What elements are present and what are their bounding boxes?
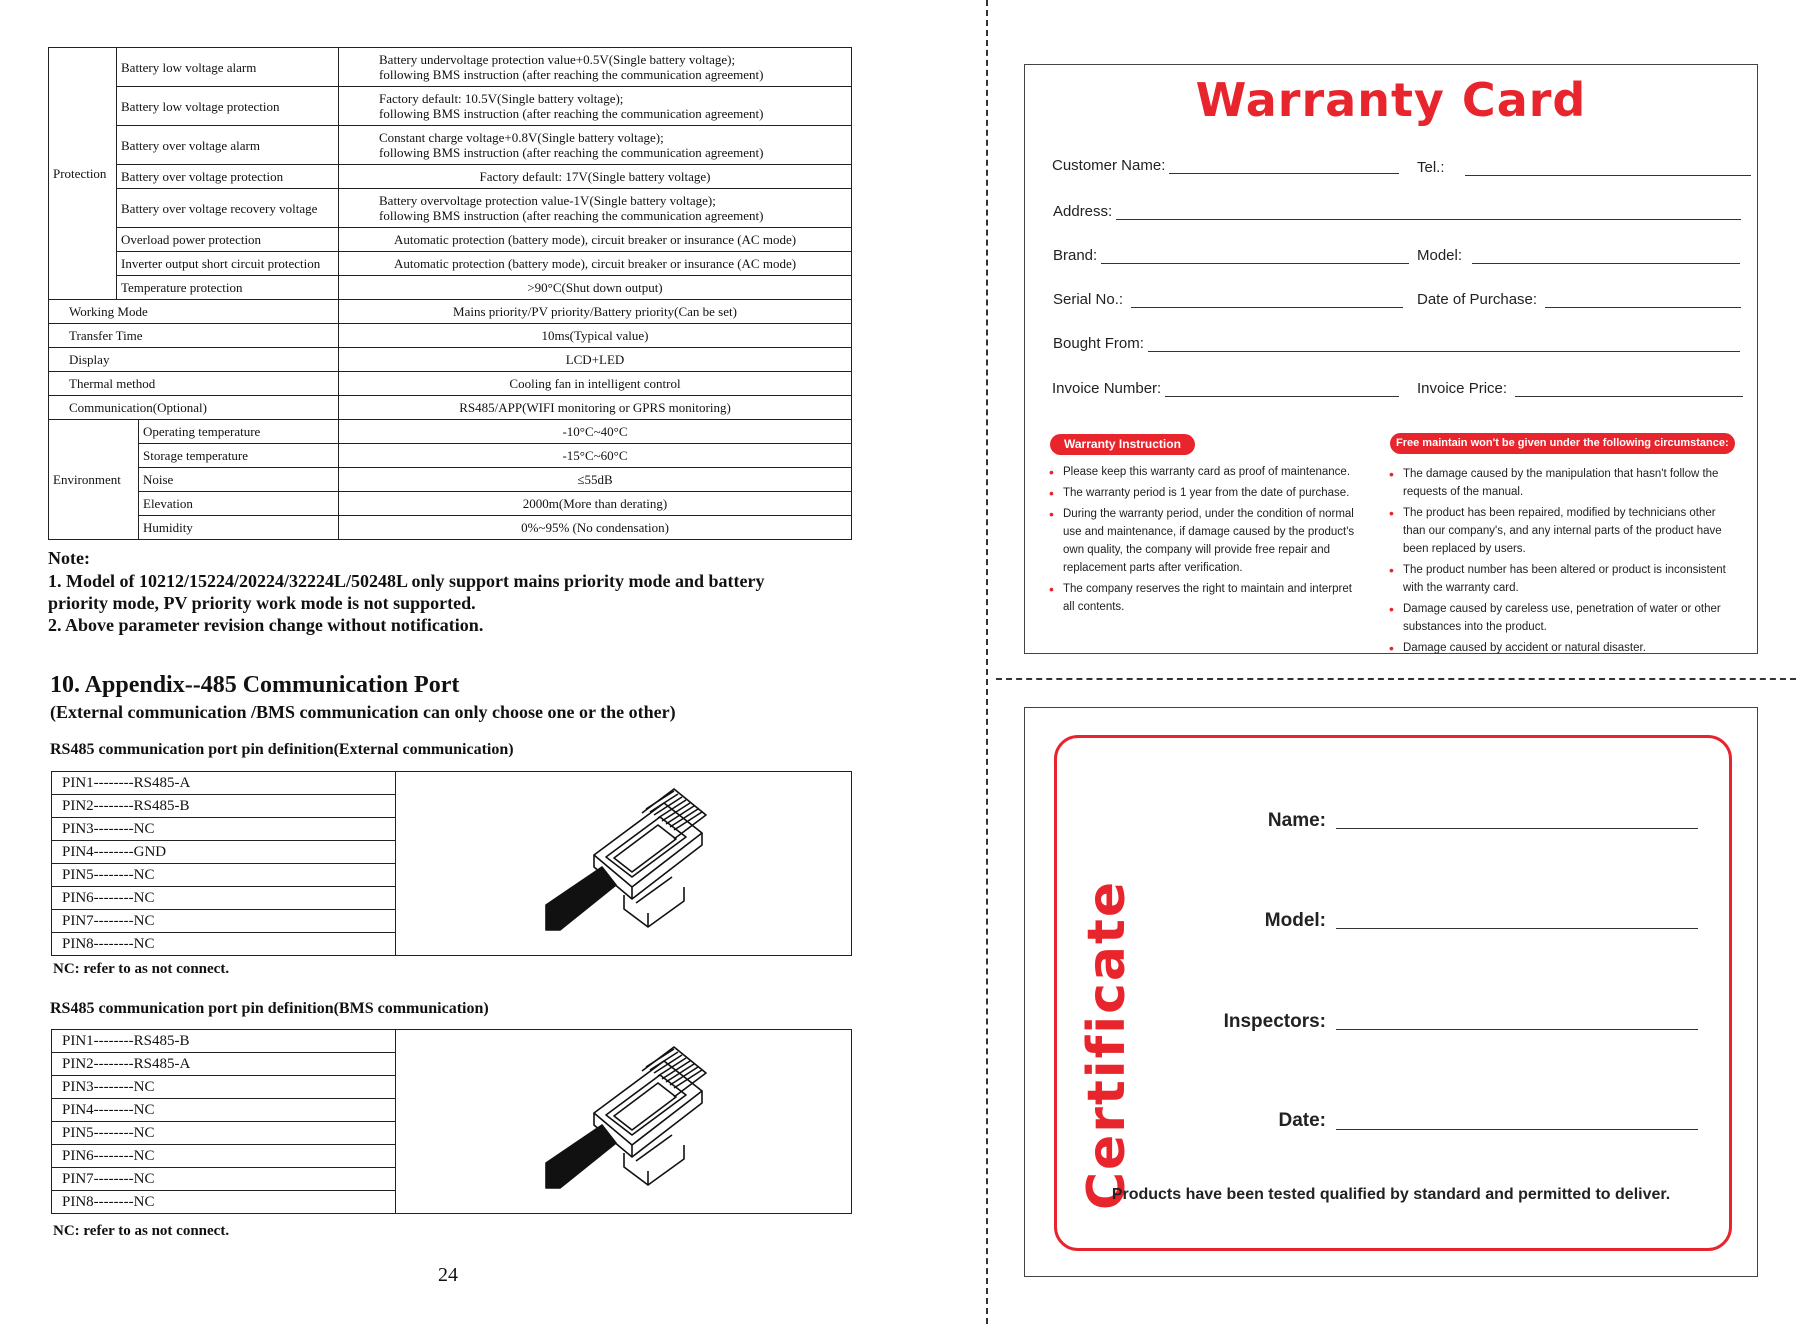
spec-value: Battery overvoltage protection value-1V(Single battery voltage); following BMS instruction (after reaching the communication agreement): [339, 189, 852, 228]
pin-cell: PIN3--------NC: [52, 818, 396, 841]
certificate-frame: [1054, 735, 1732, 1251]
spec-row: [49, 372, 852, 396]
spec-value: Battery undervoltage protection value+0.5V(Single battery voltage); following BMS instruction (after reaching the communication agreement): [339, 48, 852, 87]
list-item: • The product number has been altered or product is inconsistent with the warranty card.: [1389, 561, 1741, 597]
pin-cell: PIN2--------RS485-A: [52, 1053, 396, 1076]
spec-label: Noise: [139, 468, 339, 492]
list-item: • Damage caused by accident or natural disaster.: [1389, 639, 1741, 657]
spec-value: -10°C~40°C: [339, 420, 852, 444]
list-item: • The warranty period is 1 year from the date of purchase.: [1049, 484, 1361, 502]
pin-cell: PIN8--------NC: [52, 933, 396, 956]
spec-label: Display: [49, 348, 339, 372]
spec-row: [49, 444, 852, 468]
external-nc-note: NC: refer to as not connect.: [53, 961, 230, 977]
cert-inspectors-line: [1336, 1029, 1698, 1030]
spec-value: Mains priority/PV priority/Battery priority(Can be set): [339, 300, 852, 324]
pin-cell: PIN6--------NC: [52, 1145, 396, 1168]
spec-row: [49, 165, 852, 189]
address-line: [1116, 203, 1741, 220]
spec-label: Battery over voltage recovery voltage: [117, 189, 339, 228]
page-number: 24: [438, 1264, 458, 1286]
spec-value: RS485/APP(WIFI monitoring or GPRS monitoring): [339, 396, 852, 420]
spec-label: Temperature protection: [117, 276, 339, 300]
spec-label: Battery low voltage protection: [117, 87, 339, 126]
serial-no-label: Serial No.:: [1053, 291, 1124, 308]
spec-row: [49, 468, 852, 492]
certificate-footer: Products have been tested qualified by standard and permitted to deliver.: [1111, 1186, 1671, 1203]
customer-name-field: [1052, 157, 1399, 174]
pin-cell: PIN1--------RS485-B: [52, 1030, 396, 1053]
spec-value: Cooling fan in intelligent control: [339, 372, 852, 396]
spec-label: Operating temperature: [139, 420, 339, 444]
spec-row: [49, 276, 852, 300]
list-item: • The product has been repaired, modified by technicians other than our company's, and any internal parts of the product have been replaced by users.: [1389, 504, 1741, 558]
spec-value: Constant charge voltage+0.8V(Single battery voltage); following BMS instruction (after reaching the communication agreement): [339, 126, 852, 165]
pin-cell: PIN7--------NC: [52, 910, 396, 933]
spec-label: Battery low voltage alarm: [117, 48, 339, 87]
pin-cell: PIN3--------NC: [52, 1076, 396, 1099]
spec-value: Factory default: 10.5V(Single battery voltage); following BMS instruction (after reaching the communication agreement): [339, 87, 852, 126]
pin-cell: PIN7--------NC: [52, 1168, 396, 1191]
model-label: Model:: [1417, 247, 1463, 264]
invoice-number-line: [1165, 380, 1399, 397]
date-of-purchase-field: [1417, 291, 1741, 308]
cut-line-horizontal: [996, 678, 1796, 680]
spec-value: -15°C~60°C: [339, 444, 852, 468]
list-item: • During the warranty period, under the condition of normal use and maintenance, if damage caused by the product's own quality, the company will provide free repair and replacement parts after verification.: [1049, 505, 1361, 577]
spec-row: [49, 348, 852, 372]
spec-value: Automatic protection (battery mode), circuit breaker or insurance (AC mode): [339, 228, 852, 252]
invoice-number-field: [1052, 380, 1399, 397]
pin-cell: PIN6--------NC: [52, 887, 396, 910]
spec-row: [49, 516, 852, 540]
list-item: • Please keep this warranty card as proof of maintenance.: [1049, 463, 1361, 481]
tel-field: [1417, 159, 1751, 176]
exclusions-badge: Free maintain won't be given under the following circumstance:: [1390, 433, 1735, 454]
cert-name-line: [1336, 828, 1698, 829]
pin-cell: PIN8--------NC: [52, 1191, 396, 1214]
invoice-price-line: [1515, 380, 1743, 397]
bms-pin-table: [51, 1029, 852, 1214]
spec-label: Inverter output short circuit protection: [117, 252, 339, 276]
certificate-title: Certificate: [1077, 879, 1137, 1211]
spec-value: 0%~95% (No condensation): [339, 516, 852, 540]
spec-label: Transfer Time: [49, 324, 339, 348]
spec-label: Humidity: [139, 516, 339, 540]
spec-label: Communication(Optional): [49, 396, 339, 420]
spec-row: [49, 300, 852, 324]
serial-no-field: [1053, 291, 1403, 308]
cert-date-line: [1336, 1129, 1698, 1130]
pin-cell: PIN2--------RS485-B: [52, 795, 396, 818]
cert-model-label: Model:: [1264, 910, 1326, 931]
invoice-price-field: [1417, 380, 1743, 397]
note-line-3: 2. Above parameter revision change without notification.: [48, 615, 484, 635]
spec-row: [49, 396, 852, 420]
spec-label: Overload power protection: [117, 228, 339, 252]
spec-label: Storage temperature: [139, 444, 339, 468]
spec-value: Factory default: 17V(Single battery voltage): [339, 165, 852, 189]
bought-from-label: Bought From:: [1053, 335, 1144, 352]
spec-value: LCD+LED: [339, 348, 852, 372]
pin-cell: PIN4--------GND: [52, 841, 396, 864]
model-field: [1417, 247, 1740, 264]
spec-value: 10ms(Typical value): [339, 324, 852, 348]
bought-from-field: [1053, 335, 1740, 352]
model-line: [1472, 247, 1740, 264]
brand-label: Brand:: [1053, 247, 1098, 264]
pin-cell: PIN4--------NC: [52, 1099, 396, 1122]
spec-row: [49, 420, 852, 444]
bms-nc-note: NC: refer to as not connect.: [53, 1223, 230, 1239]
customer-name-label: Customer Name:: [1052, 157, 1166, 174]
pin-row: [52, 1030, 852, 1053]
spec-value: 2000m(More than derating): [339, 492, 852, 516]
brand-line: [1101, 247, 1409, 264]
list-item: • The company reserves the right to maintain and interpret all contents.: [1049, 580, 1361, 616]
protection-group-label: Protection: [49, 48, 117, 300]
date-of-purchase-line: [1545, 291, 1741, 308]
appendix-heading: 10. Appendix--485 Communication Port: [50, 672, 460, 698]
invoice-number-label: Invoice Number:: [1052, 380, 1162, 397]
pin-row: [52, 772, 852, 795]
spec-label: Working Mode: [49, 300, 339, 324]
environment-group-label: Environment: [49, 420, 139, 540]
note-line-1: 1. Model of 10212/15224/20224/32224L/50248L only support mains priority mode and battery: [48, 571, 765, 591]
spec-row: [49, 126, 852, 165]
pin-cell: PIN5--------NC: [52, 864, 396, 887]
exclusions-list: [1389, 465, 1741, 660]
spec-row: [49, 228, 852, 252]
external-pin-table: [51, 771, 852, 956]
tel-label: Tel.:: [1417, 159, 1445, 176]
spec-value: Automatic protection (battery mode), circuit breaker or insurance (AC mode): [339, 252, 852, 276]
spec-label: Battery over voltage protection: [117, 165, 339, 189]
tel-line: [1465, 159, 1751, 176]
rj45-connector-image: [396, 772, 852, 956]
note-title: Note:: [48, 548, 90, 568]
spec-row: [49, 87, 852, 126]
warranty-instruction-list: [1049, 463, 1361, 619]
brand-field: [1053, 247, 1409, 264]
pin-cell: PIN5--------NC: [52, 1122, 396, 1145]
list-item: • Damage caused by careless use, penetration of water or other substances into the product.: [1389, 600, 1741, 636]
spec-label: Elevation: [139, 492, 339, 516]
external-pin-title: RS485 communication port pin definition(External communication): [50, 741, 514, 758]
cert-name-label: Name:: [1267, 810, 1326, 831]
spec-row: [49, 189, 852, 228]
spec-row: [49, 252, 852, 276]
spec-label: Battery over voltage alarm: [117, 126, 339, 165]
rj45-connector-image: [396, 1030, 852, 1214]
spec-row: [49, 492, 852, 516]
spec-label: Thermal method: [49, 372, 339, 396]
serial-no-line: [1131, 291, 1403, 308]
note-line-2: priority mode, PV priority work mode is not supported.: [48, 593, 476, 613]
spec-value: ≤55dB: [339, 468, 852, 492]
spec-value: >90°C(Shut down output): [339, 276, 852, 300]
warranty-instruction-badge: Warranty Instruction: [1050, 434, 1195, 455]
cert-model-line: [1336, 928, 1698, 929]
warranty-card: [1024, 64, 1758, 654]
address-field: [1053, 203, 1741, 220]
date-of-purchase-label: Date of Purchase:: [1417, 291, 1538, 308]
cert-inspectors-label: Inspectors:: [1223, 1011, 1326, 1032]
customer-name-line: [1169, 157, 1399, 174]
bms-pin-title: RS485 communication port pin definition(BMS communication): [50, 1000, 489, 1017]
warranty-title: Warranty Card: [1195, 73, 1587, 127]
spec-row: [49, 48, 852, 87]
spec-table: [48, 47, 852, 540]
list-item: • The damage caused by the manipulation that hasn't follow the requests of the manual.: [1389, 465, 1741, 501]
address-label: Address:: [1053, 203, 1113, 220]
certificate-card: [1024, 707, 1758, 1277]
cert-date-label: Date:: [1278, 1110, 1326, 1131]
invoice-price-label: Invoice Price:: [1417, 380, 1508, 397]
pin-cell: PIN1--------RS485-A: [52, 772, 396, 795]
fold-line-vertical: [986, 0, 988, 1324]
appendix-subheading: (External communication /BMS communication can only choose one or the other): [50, 702, 676, 722]
bought-from-line: [1148, 335, 1740, 352]
spec-row: [49, 324, 852, 348]
